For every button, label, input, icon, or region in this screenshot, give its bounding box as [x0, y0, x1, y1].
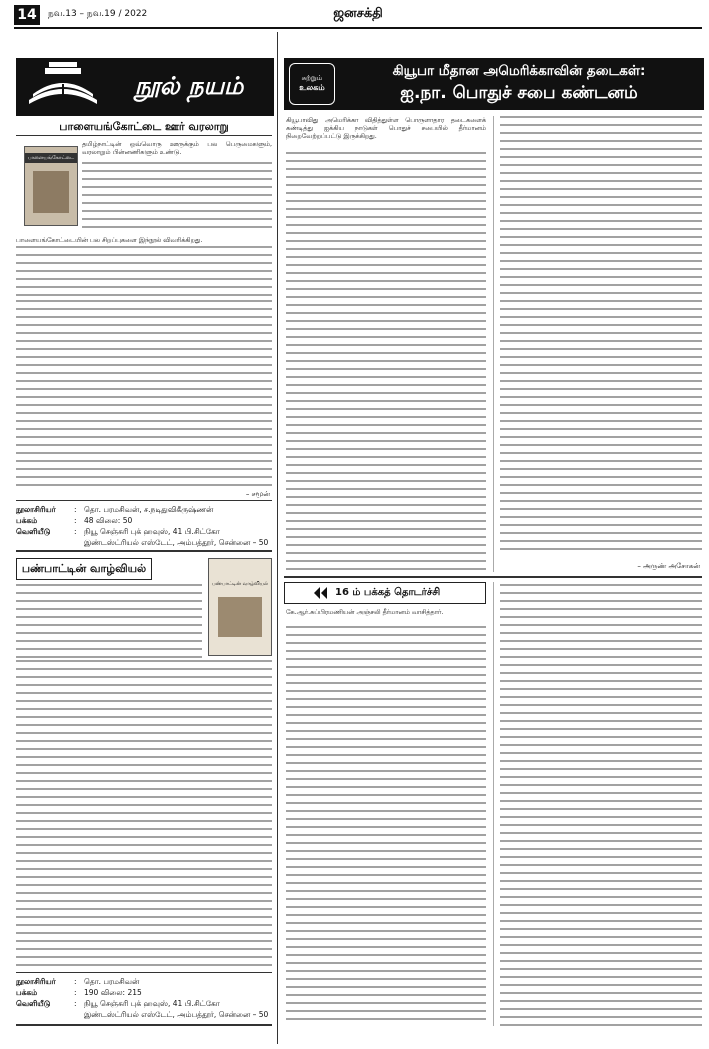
review2-title: பண்பாட்டின் வாழ்வியல்: [21, 562, 147, 575]
rule: [16, 500, 272, 501]
continued-text-col2: [500, 584, 702, 1026]
review1-text-block: [16, 246, 272, 298]
review1-details: [16, 504, 272, 548]
review1-signature: – சமூன்: [245, 490, 270, 498]
review2-title-box: [16, 558, 152, 580]
review1-title: பாளையங்கோட்டை ஊர் வரலாறு: [59, 120, 229, 133]
column-divider: [277, 32, 278, 1044]
headline-banner: [284, 58, 704, 110]
detail-row: இண்டஸ்ட்ரியல் எஸ்டேட், அம்பத்தூர், சென்னை – 50: [84, 1010, 269, 1019]
headline-line2: ஐ.நா. பொதுச் சபை கண்டனம்: [400, 83, 638, 103]
continued-lead: கே.ஆர்.சுப்பிரமணியன் அஞ்சலி தீர்மானம் வாசித்தார்.: [286, 608, 444, 616]
continued-title-box: [284, 582, 486, 604]
review1-summary: பாளையங்கோட்டையின் பல சிறப்புகளை இந்நூல் விவரிக்கிறது.: [16, 236, 203, 244]
detail-row: பக்கம் : 190 விலை: 215: [16, 988, 142, 997]
double-chevron-left-icon: [311, 586, 331, 600]
book-cover-2-image: [218, 597, 262, 637]
rule: [16, 972, 272, 973]
review2-text-block: [16, 660, 272, 966]
review2-details: [16, 976, 272, 1020]
article-text-col1: [286, 152, 486, 572]
review1-text-block: [82, 162, 272, 234]
column-divider: [493, 116, 494, 572]
book-stack-icon: [23, 60, 103, 114]
book-cover-2-title: பண்பாட்டின் வாழ்வியல்: [211, 581, 269, 587]
rule: [16, 135, 272, 136]
rule: [16, 550, 272, 552]
kicker-badge: [289, 63, 335, 105]
detail-row: இண்டஸ்ட்ரியல் எஸ்டேட், அம்பத்தூர், சென்னை – 50: [84, 538, 269, 547]
article-byline: – அருண் அசோகன்: [637, 562, 700, 570]
rule: [284, 576, 702, 578]
section-banner: [16, 58, 274, 116]
book-cover-1: [24, 146, 78, 226]
book-cover-1-image: [33, 171, 69, 213]
article-lead: கியூபாவிது அமெரிக்கா விதித்துள்ள பொருளாதார தடைகளைக் கண்டித்து ஐக்கிய நாடுகள் பொதுச் சபையில் தீர்மானம் நிறைவேற்றப்பட்டு இருக்கிறது.: [286, 116, 486, 141]
issue-dates: நவ.13 – நவ.19 / 2022: [48, 9, 148, 19]
review1-intro: தமிழ்நாட்டின் ஒவ்வொரு ஊருக்கும் பல பெருமைகளும், வரலாறும் பின்னணிகளும் உண்டு.: [82, 140, 272, 157]
article-text-col2: [500, 116, 702, 556]
page-header: [14, 5, 702, 29]
detail-row: நூலாசிரியர் : தொ. பரமசிவன், ச.நடிதுவிகீருஷ்ணன்: [16, 505, 214, 514]
section-title: நூல் நயம்: [134, 71, 244, 100]
kicker-line1: சுற்றும்: [301, 74, 323, 82]
detail-row: வெளியீடு : நியூ செஞ்சுரி புக் ஹவுஸ், 41 பி.சிட்கோ: [16, 999, 220, 1008]
review2-text-block: [16, 584, 202, 658]
book-cover-1-title: பாளையங்கோட்டை: [25, 153, 77, 163]
detail-row: வெளியீடு : நியூ செஞ்சுரி புக் ஹவுஸ், 41 பி.சிட்கோ: [16, 527, 220, 536]
paper-name: ஜனசக்தி: [333, 6, 383, 21]
kicker-line2: உலகம்: [299, 83, 325, 92]
continued-text-col1: [286, 626, 486, 1026]
rule: [16, 1024, 272, 1026]
page-number: 14: [14, 5, 40, 25]
continued-title: 16 ம் பக்கத் தொடர்ச்சி: [335, 587, 441, 598]
detail-row: நூலாசிரியர் : தொ. பரமசிவன்: [16, 977, 140, 986]
headline-line1: கியூபா மீதான அமெரிக்காவின் தடைகள்:: [392, 63, 646, 79]
book-cover-2: [208, 558, 272, 656]
review1-text-block: [16, 300, 272, 490]
column-divider: [493, 582, 494, 1026]
detail-row: பக்கம் : 48 விலை: 50: [16, 516, 133, 525]
